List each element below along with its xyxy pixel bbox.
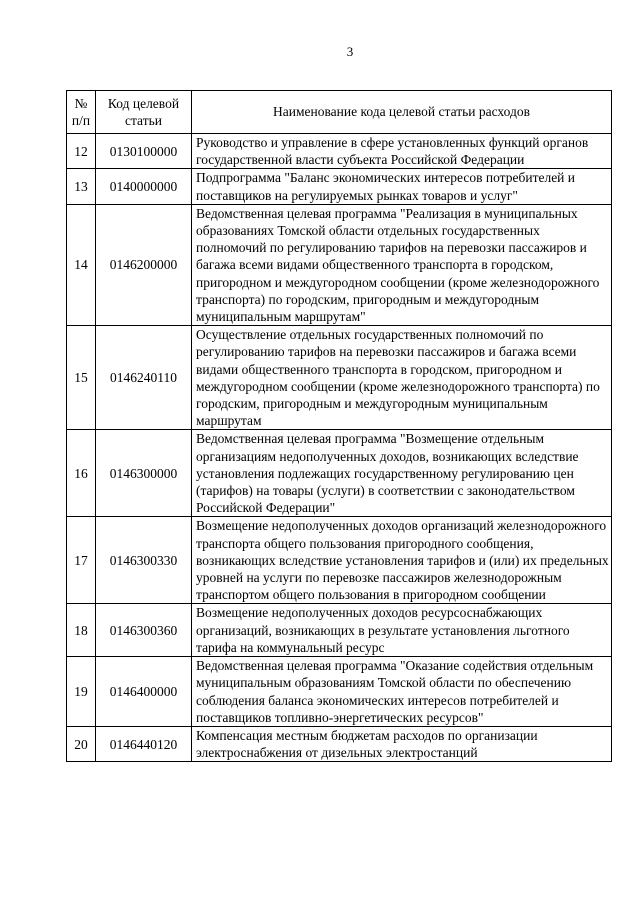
row-name: Компенсация местным бюджетам расходов по организации электроснабжения от дизельных электростанций [192,726,612,761]
row-code: 0146440120 [96,726,192,761]
row-name: Подпрограмма "Баланс экономических интересов потребителей и поставщиков на регулируемых рынках товаров и услуг" [192,169,612,204]
row-name: Ведомственная целевая программа "Оказание содействия отдельным муниципальным образованиям Томской области по обеспечению соблюдения баланса экономических интересов потребителей и поставщиков топливно-энергетических ресурсов" [192,657,612,727]
table-header-row [67,91,612,134]
table-row [67,326,612,430]
row-num: 17 [67,517,96,604]
row-name: Руководство и управление в сфере установленных функций органов государственной власти субъекта Российской Федерации [192,134,612,169]
row-code: 0140000000 [96,169,192,204]
row-num: 14 [67,204,96,325]
row-num: 18 [67,604,96,657]
row-code: 0146300360 [96,604,192,657]
table-row [67,204,612,325]
table-row [67,134,612,169]
header-name: Наименование кода целевой статьи расходов [192,91,612,134]
row-num: 19 [67,657,96,727]
table-row [67,604,612,657]
page-number: 3 [346,44,354,59]
row-code: 0146300330 [96,517,192,604]
row-num: 12 [67,134,96,169]
row-name: Ведомственная целевая программа "Возмещение отдельным организациям недополученных доходов, возникающих вследствие установления подлежащих государственному регулированию цен (тарифов) на товары (услуги) в соответствии с законодательством Российской Федерации" [192,430,612,517]
row-code: 0146400000 [96,657,192,727]
row-code: 0146240110 [96,326,192,430]
row-code: 0130100000 [96,134,192,169]
row-code: 0146300000 [96,430,192,517]
row-num: 16 [67,430,96,517]
row-name: Возмещение недополученных доходов ресурсоснабжающих организаций, возникающих в результате установления льготного тарифа на коммунальный ресурс [192,604,612,657]
row-num: 15 [67,326,96,430]
row-num: 20 [67,726,96,761]
header-code: Код целевой статьи [96,91,192,134]
row-num: 13 [67,169,96,204]
table-row [67,169,612,204]
table-row [67,657,612,727]
budget-code-table [66,90,612,762]
row-code: 0146200000 [96,204,192,325]
table-row [67,430,612,517]
header-num: № п/п [67,91,96,134]
row-name: Ведомственная целевая программа "Реализация в муниципальных образованиях Томской области отдельных государственных полномочий по регулированию тарифов на перевозки пассажиров и багажа всеми видами общественного транспорта в городском, пригородном и междугородном сообщении (кроме железнодорожного транспорта) по городским, пригородным и междугородным муниципальным маршрутам" [192,204,612,325]
row-name: Возмещение недополученных доходов организаций железнодорожного транспорта общего пользования пригородного сообщения, возникающих вследствие установления тарифов и (или) их предельных уровней на услуги по перевозке пассажиров железнодорожным транспортом общего пользования в пригородном сообщении [192,517,612,604]
table-row [67,726,612,761]
table-row [67,517,612,604]
row-name: Осуществление отдельных государственных полномочий по регулированию тарифов на перевозки пассажиров и багажа всеми видами общественного транспорта в городском, пригородном и междугородном сообщении (кроме железнодорожного транспорта) по городским, пригородным и междугородным муниципальным маршрутам [192,326,612,430]
